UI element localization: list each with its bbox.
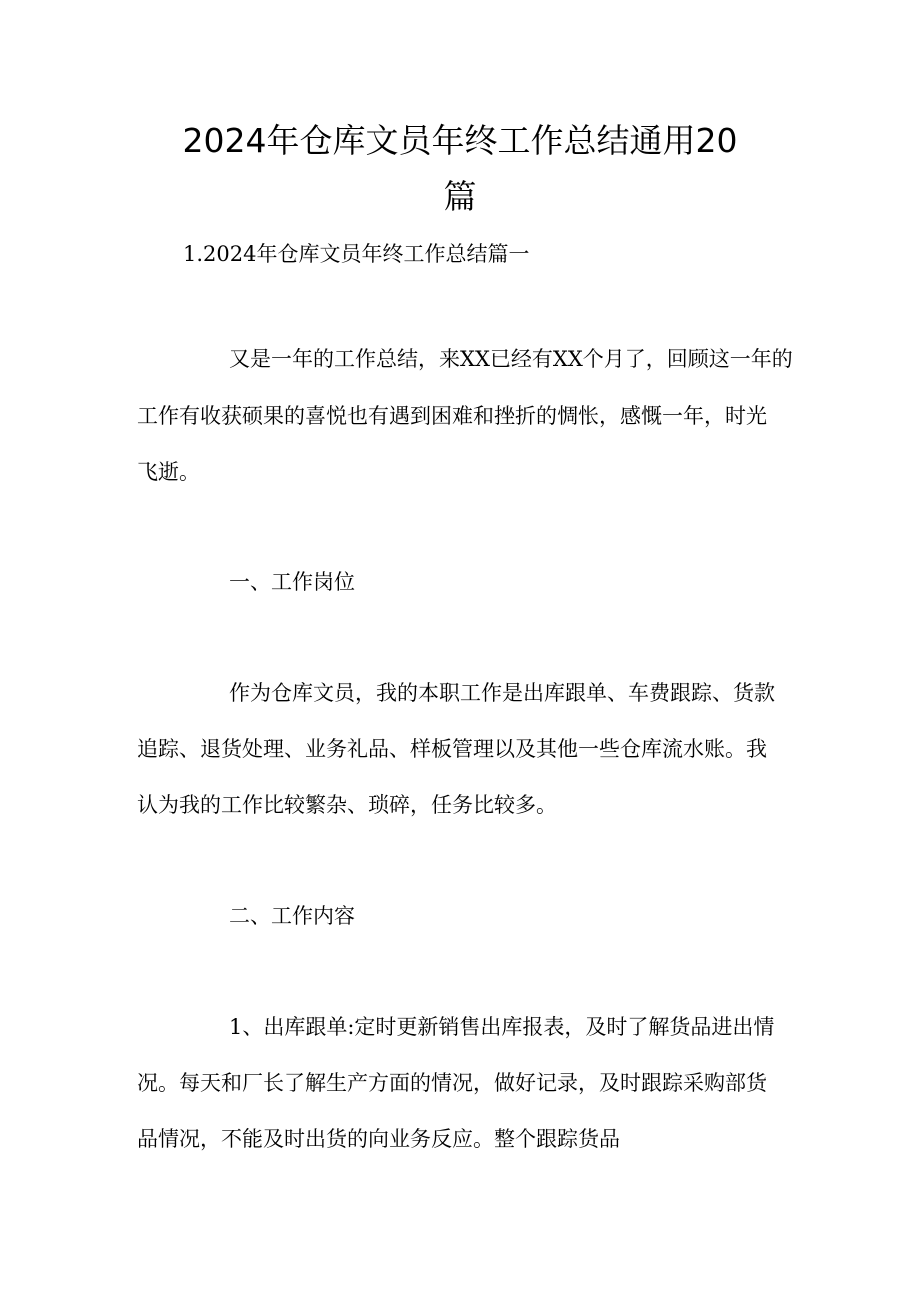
section-heading-job-content: 二、工作内容 (229, 904, 355, 928)
paragraph-3-line-3: 品情况，不能及时出货的向业务反应。整个跟踪货品 (137, 1127, 620, 1151)
section-heading-job-position: 一、工作岗位 (229, 570, 355, 594)
document-title-line-2: 篇 (443, 177, 477, 216)
document-title-line-1: 2024年仓库文员年终工作总结通用20 (182, 121, 738, 160)
paragraph-2-line-3: 认为我的工作比较繁杂、琐碎，任务比较多。 (137, 793, 557, 817)
paragraph-1-line-3: 飞逝。 (137, 460, 200, 484)
paragraph-3-line-1: 1、出库跟单:定时更新销售出库报表，及时了解货品进出情 (229, 1015, 775, 1039)
paragraph-3-line-2: 况。每天和厂长了解生产方面的情况，做好记录，及时跟踪采购部货 (137, 1071, 767, 1095)
section-subtitle: 1.2024年仓库文员年终工作总结篇一 (183, 242, 530, 266)
paragraph-1-line-1: 又是一年的工作总结，来XX已经有XX个月了，回顾这一年的 (229, 347, 793, 371)
paragraph-2-line-1: 作为仓库文员，我的本职工作是出库跟单、车费跟踪、货款 (229, 681, 775, 705)
paragraph-2-line-2: 追踪、退货处理、业务礼品、样板管理以及其他一些仓库流水账。我 (137, 737, 767, 761)
paragraph-1-line-2: 工作有收获硕果的喜悦也有遇到困难和挫折的惆怅，感慨一年，时光 (137, 404, 767, 428)
